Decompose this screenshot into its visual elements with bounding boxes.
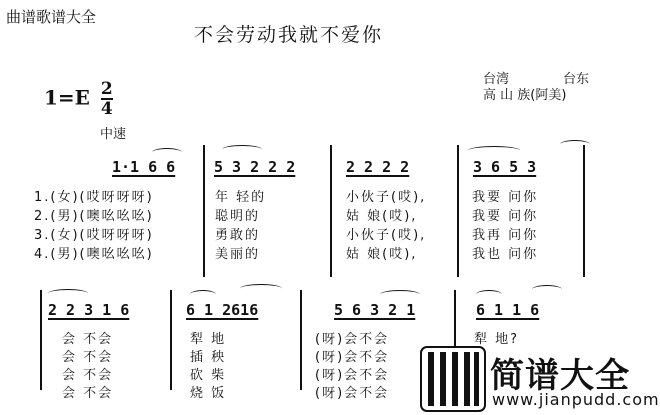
bar-line	[203, 145, 205, 277]
verse-1-lyric: 小伙子(哎),	[346, 190, 427, 205]
measure-notes: 2 2 2 2	[346, 158, 410, 176]
verse-2-intro: 2.(男)(噢吆吆吆)	[34, 209, 154, 224]
measure-notes: 6 1 1 6	[476, 301, 540, 319]
origin-region: 台湾	[483, 72, 510, 87]
verse-4-lyric: 会 不会	[62, 386, 114, 401]
verse-3-lyric: (呀)会不会	[315, 368, 390, 383]
verse-4-lyric: 烧 饭	[190, 386, 227, 401]
verse-4-lyric: 我也 问你	[472, 247, 539, 262]
bar-line	[583, 145, 585, 277]
watermark-logo	[420, 346, 660, 412]
verse-1-lyric: 年 轻的	[215, 190, 267, 205]
slur	[468, 146, 520, 155]
verse-4-intro: 4.(男)(噢吆吆吆)	[34, 247, 154, 262]
origin-city: 台东	[563, 72, 590, 87]
time-numerator: 2	[100, 79, 113, 99]
piano-keys-icon	[420, 346, 486, 412]
song-title: 不会劳动我就不爱你	[194, 24, 384, 46]
measure-notes: 5 6 3 2 1	[334, 301, 416, 319]
slur	[532, 285, 562, 294]
measure-notes: 6 1 2616	[186, 301, 259, 319]
verse-1-lyric: 犁 地	[190, 332, 227, 347]
verse-2-lyric: (呀)会不会	[315, 350, 390, 365]
slur	[48, 289, 88, 298]
verse-4-lyric: (呀)会不会	[315, 386, 390, 401]
verse-4-lyric: 美丽的	[215, 247, 261, 262]
verse-3-lyric: 小伙子(哎),	[346, 228, 427, 243]
slur	[240, 284, 282, 293]
verse-3-lyric: 砍 柴	[190, 368, 227, 383]
verse-2-lyric: 我要 问你	[472, 209, 539, 224]
tie	[560, 140, 590, 149]
bar-line	[457, 145, 459, 277]
key-label: 1=E	[44, 85, 90, 110]
time-signature	[101, 80, 113, 118]
measure-notes: 2 2 3 1 6	[48, 301, 130, 319]
slur	[152, 148, 182, 157]
verse-1-lyric: 我要 问你	[472, 190, 539, 205]
watermark-url: www.jianpudd.com	[492, 390, 660, 409]
verse-3-lyric: 我再 问你	[472, 228, 539, 243]
verse-4-lyric: 姑 娘(哎),	[346, 247, 418, 262]
watermark-name: 简谱大全	[490, 356, 630, 396]
verse-3-lyric: 会 不会	[62, 368, 114, 383]
slur	[190, 290, 216, 299]
origin-people: 高 山 族(阿美)	[483, 88, 567, 103]
slur	[476, 290, 502, 299]
measure-notes: 3 6 5 3	[473, 158, 537, 176]
tempo-marking: 中速	[100, 127, 127, 142]
verse-2-lyric: 姑 娘(哎),	[346, 209, 418, 224]
bar-line	[330, 145, 332, 277]
measure-notes: 1·1 6 6	[112, 158, 176, 176]
bar-line	[170, 290, 172, 390]
verse-1-lyric: 犁 地?	[474, 332, 520, 347]
key-signature	[44, 80, 113, 118]
verse-1-intro: 1.(女)(哎呀呀呀)	[34, 190, 154, 205]
verse-3-lyric: 勇敢的	[215, 228, 261, 243]
site-name: 曲谱歌谱大全	[6, 8, 97, 26]
verse-1-lyric: (呀)会不会	[315, 332, 390, 347]
time-denominator: 4	[100, 99, 113, 119]
verse-2-lyric: 聪明的	[215, 209, 261, 224]
bar-line	[300, 290, 302, 390]
verse-3-intro: 3.(女)(哎呀呀呀)	[34, 228, 154, 243]
bar-line	[40, 290, 42, 390]
verse-2-lyric: 插 秧	[190, 350, 227, 365]
slur	[380, 290, 420, 299]
verse-2-lyric: 会 不会	[62, 350, 114, 365]
measure-notes: 5 3 2 2 2	[214, 158, 296, 176]
slur	[222, 145, 262, 154]
verse-1-lyric: 会 不会	[62, 332, 114, 347]
